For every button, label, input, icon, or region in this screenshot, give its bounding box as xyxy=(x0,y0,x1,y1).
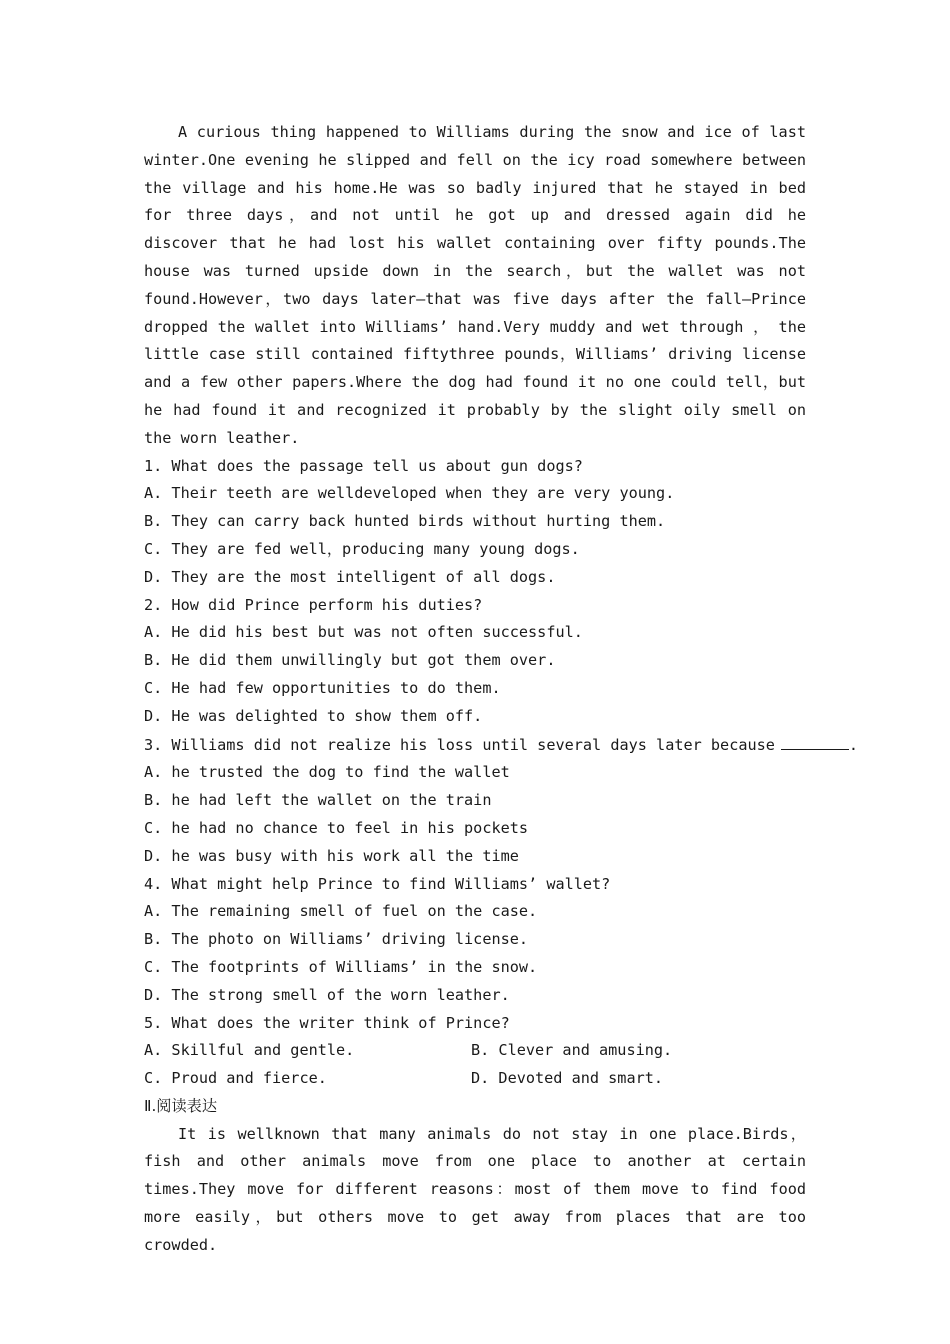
question-5-option-c: C. Proud and fierce. xyxy=(144,1069,327,1088)
reading-passage-1: A curious thing happened to Williams during the snow and ice of last winter.One evening he slipped and fell on the icy road somewhere between the village and his home.He was so badly injured that he stayed in bed for three days，and not until he got up and dressed again did he discover that he had lost his wallet containing over fifty pounds.The house was turned upside down in the search，but the wallet was not found.However，two days later—that was five days after the fall—Prince dropped the wallet into Williams’ hand.Very muddy and wet through ， the little case still contained fiftythree pounds，Williams’ driving license and a few other papers.Where the dog had found it no one could tell，but he had found it and recognized it probably by the slight oily smell on the worn leather. xyxy=(144,123,806,447)
question-1-option-b: B. They can carry back hunted birds without hurting them. xyxy=(144,512,666,531)
question-1-stem: 1. What does the passage tell us about gun dogs? xyxy=(144,456,583,475)
question-2-option-d: D. He was delighted to show them off. xyxy=(144,706,483,725)
section-2-title: Ⅱ.阅读表达 xyxy=(144,1096,218,1115)
question-2-option-b: B. He did them unwillingly but got them over. xyxy=(144,651,556,670)
question-4-stem: 4. What might help Prince to find Williams’ wallet? xyxy=(144,874,611,893)
question-1-option-d: D. They are the most intelligent of all dogs. xyxy=(144,567,556,586)
question-2-stem: 2. How did Prince perform his duties? xyxy=(144,595,483,614)
question-3-option-c: C. he had no chance to feel in his pockets xyxy=(144,818,529,837)
question-3-option-b: B. he had left the wallet on the train xyxy=(144,791,492,810)
question-5-option-d: D. Devoted and smart. xyxy=(471,1069,664,1088)
question-4-option-b: B. The photo on Williams’ driving license. xyxy=(144,930,529,949)
question-4-option-c: C. The footprints of Williams’ in the snow. xyxy=(144,957,538,976)
question-3-stem-end: . xyxy=(848,735,859,754)
question-1-option-a: A. Their teeth are welldeveloped when they are very young. xyxy=(144,484,675,503)
question-5-option-b: B. Clever and amusing. xyxy=(471,1041,673,1060)
question-2-option-c: C. He had few opportunities to do them. xyxy=(144,678,501,697)
question-3-stem: 3. Williams did not realize his loss until several days later because xyxy=(144,735,775,754)
question-5-stem: 5. What does the writer think of Prince? xyxy=(144,1013,510,1032)
question-5-option-a: A. Skillful and gentle. xyxy=(144,1041,355,1060)
question-1-option-c: C. They are fed well，producing many young dogs. xyxy=(144,539,580,558)
question-3-option-d: D. he was busy with his work all the time xyxy=(144,846,519,865)
reading-passage-2: It is wellknown that many animals do not stay in one place.Birds，fish and other animals move from one place to another at certain times.They move for different reasons：most of them move to find food more easily，but others move to get away from places that are too crowded. xyxy=(144,1124,806,1254)
question-5-options-row-1 xyxy=(144,1037,806,1065)
question-4-option-a: A. The remaining smell of fuel on the case. xyxy=(144,902,538,921)
question-4-option-d: D. The strong smell of the worn leather. xyxy=(144,985,510,1004)
question-3-option-a: A. he trusted the dog to find the wallet xyxy=(144,763,510,782)
answer-blank xyxy=(781,731,849,750)
question-3-stem-line xyxy=(144,731,859,760)
question-2-option-a: A. He did his best but was not often successful. xyxy=(144,623,583,642)
document-page xyxy=(144,119,859,1260)
question-5-options-row-2 xyxy=(144,1065,806,1093)
